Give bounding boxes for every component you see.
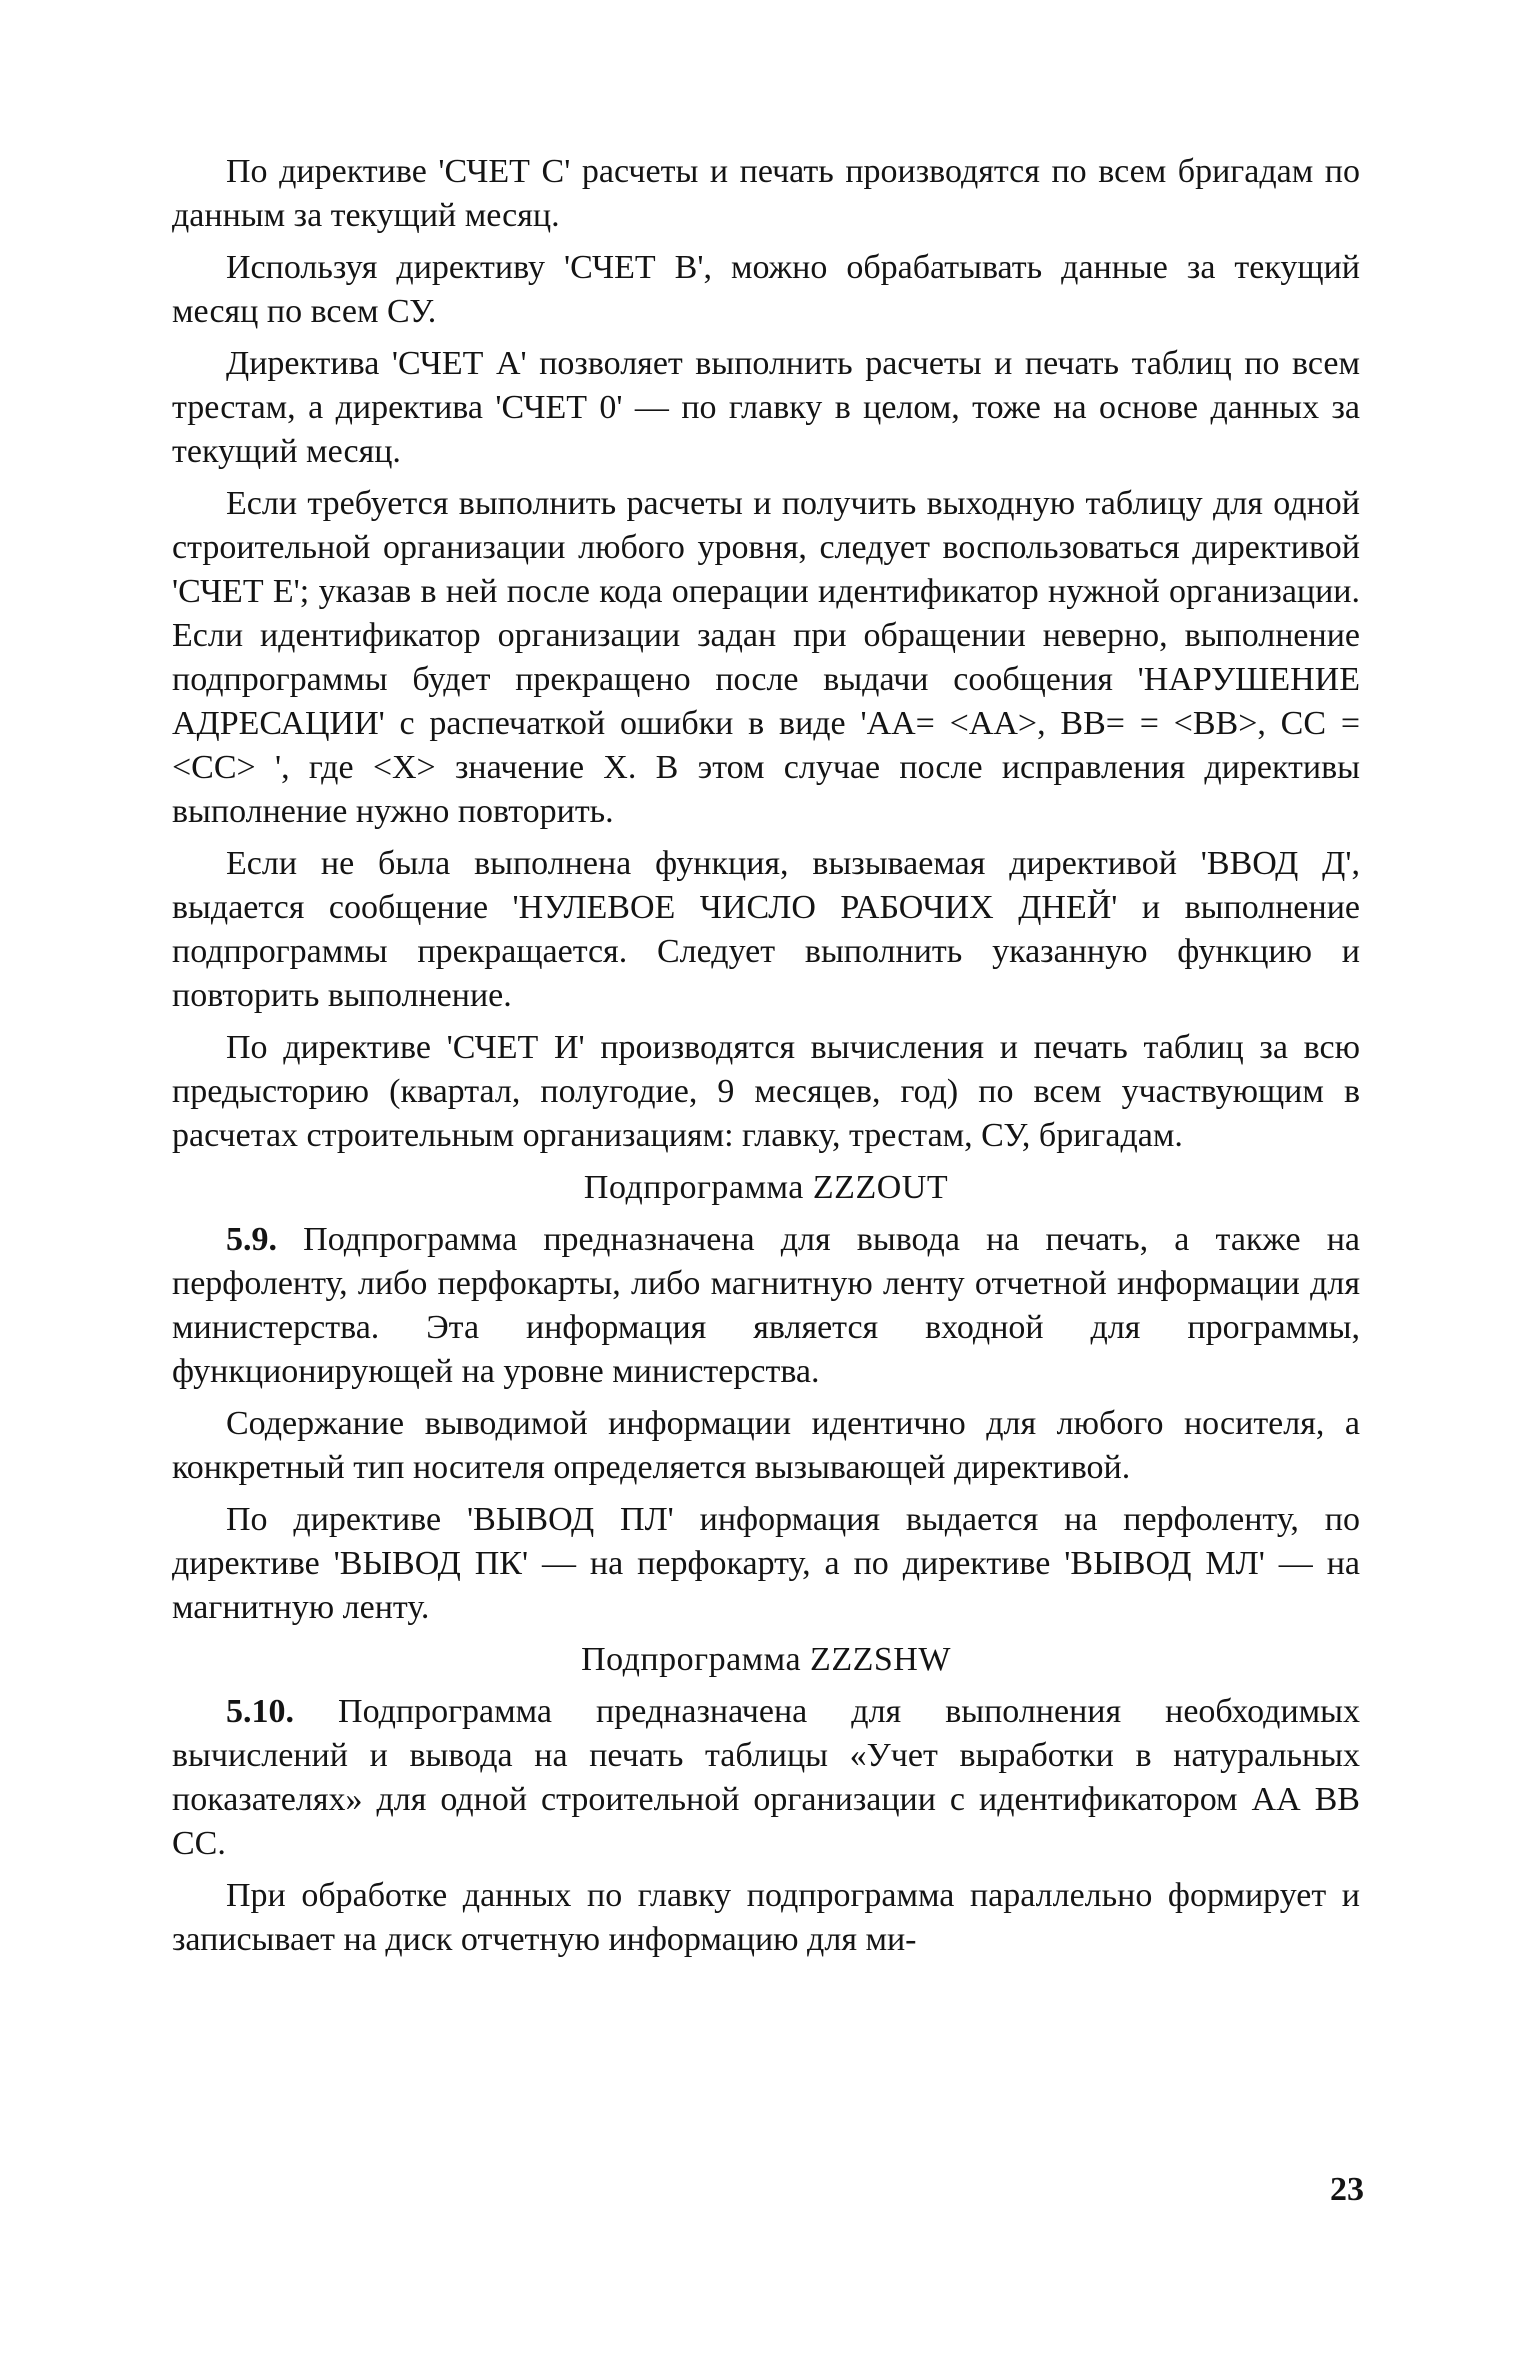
section-heading-zzzout: Подпрограмма ZZZOUT bbox=[583, 1169, 949, 1206]
paragraph-schet-a: Директива 'СЧЕТ А' позволяет выполнить расчеты и печать таблиц по всем трестам, а директива 'СЧЕТ 0' — по главку в целом, тоже на основе данных за текущий месяц. bbox=[172, 345, 1360, 470]
section-number-5-10: 5.10. bbox=[226, 1693, 294, 1730]
paragraph-vvod-d: Если не была выполнена функция, вызываемая директивой 'ВВОД Д', выдается сообщение 'НУЛЕВОЕ ЧИСЛО РАБОЧИХ ДНЕЙ' и выполнение подпрограммы прекращается. Следует выполнить указанную функцию и повторить выполнение. bbox=[172, 845, 1360, 1014]
paragraph-schet-e: Если требуется выполнить расчеты и получить выходную таблицу для одной строительной организации любого уровня, следует воспользоваться директивой 'СЧЕТ Е'; указав в ней после кода операции идентификатор нужной организации. Если идентификатор организации задан при обращении неверно, выполнение подпрограммы будет прекращено после выдачи сообщения 'НАРУШЕНИЕ АДРЕСАЦИИ' с распечаткой ошибки в виде 'АА= <АА>, ВВ= = <ВВ>, СС = <СС> ', где <X> значение X. В этом случае после исправления директивы выполнение нужно повторить. bbox=[172, 485, 1360, 830]
paragraph-glavk-processing: При обработке данных по главку подпрограмма параллельно формирует и записывает на диск отчетную информацию для ми- bbox=[172, 1877, 1360, 1958]
section-heading-zzzshw: Подпрограмма ZZZSHW bbox=[581, 1641, 951, 1678]
paragraph-5-9 bbox=[172, 1218, 1360, 1394]
paragraph-vyvod-directives: По директиве 'ВЫВОД ПЛ' информация выдается на перфоленту, по директиве 'ВЫВОД ПК' — на перфокарту, а по директиве 'ВЫВОД МЛ' — на магнитную ленту. bbox=[172, 1501, 1360, 1626]
section-number-5-9: 5.9. bbox=[226, 1221, 277, 1258]
paragraph-schet-i: По директиве 'СЧЕТ И' производятся вычисления и печать таблиц за всю предысторию (квартал, полугодие, 9 месяцев, год) по всем участвующим в расчетах строительным организациям: главку, трестам, СУ, бригадам. bbox=[172, 1029, 1360, 1154]
paragraph-schet-v: Используя директиву 'СЧЕТ В', можно обрабатывать данные за текущий месяц по всем СУ. bbox=[172, 249, 1360, 330]
paragraph-schet-s: По директиве 'СЧЕТ С' расчеты и печать производятся по всем бригадам по данным за текущий месяц. bbox=[172, 153, 1360, 234]
paragraph-5-10 bbox=[172, 1690, 1360, 1866]
paragraph-content-identical: Содержание выводимой информации идентично для любого носителя, а конкретный тип носителя определяется вызывающей директивой. bbox=[172, 1405, 1360, 1486]
paragraph-5-10-text: Подпрограмма предназначена для выполнения необходимых вычислений и вывода на печать таблицы «Учет выработки в натуральных показателях» для одной строительной организации с идентификатором АА ВВ СС. bbox=[172, 1693, 1361, 1862]
paragraph-5-9-text: Подпрограмма предназначена для вывода на печать, а также на перфоленту, либо перфокарты, либо магнитную ленту отчетной информации для министерства. Эта информация является входной для программы, функционирующей на уровне министерства. bbox=[172, 1221, 1361, 1390]
page-body bbox=[172, 150, 1360, 1970]
page-number: 23 bbox=[1330, 2171, 1364, 2208]
